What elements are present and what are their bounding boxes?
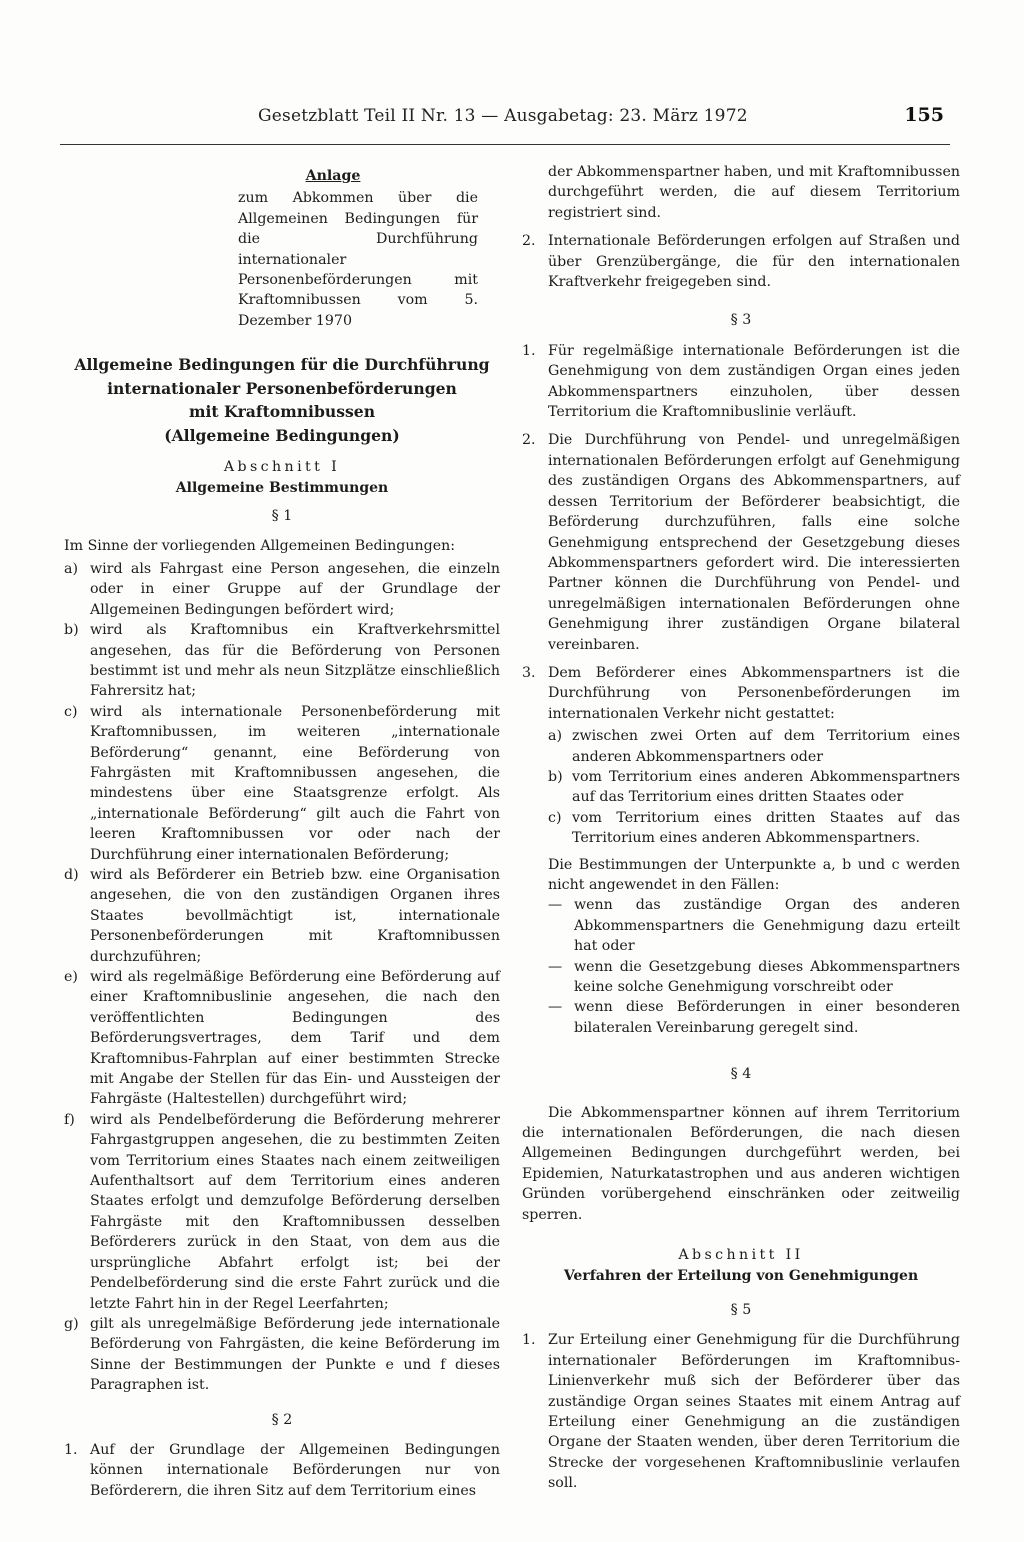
paragraph-1-intro: Im Sinne der vorliegenden Allgemeinen Bedingungen:	[64, 538, 456, 555]
paragraph-3-item-3-exceptions: Die Bestimmungen der Unterpunkte a, b und c werden nicht angewendet in den Fällen:	[548, 856, 960, 893]
list-item	[64, 620, 500, 702]
list-item-text: Dem Beförderer eines Abkommenspartners ist die Durchführung von Personenbeförderungen im internationalen Verkehr nicht gestattet:	[548, 664, 960, 722]
list-item-text: vom Territorium eines dritten Staates auf das Territorium eines anderen Abkommenspartners.	[572, 809, 960, 847]
list-item-text: wird als regelmäßige Beförderung eine Beförderung auf einer Kraftomnibuslinie angesehen, die nach den veröffentlichten Bedingungen des Beförderungsvertrages, dem Tarif und dem Kraftomnibus-Fahrplan auf einer bestimmten Strecke mit Angabe der Stellen für das Ein- und Aussteigen der Fahrgäste (Haltestellen) durchgeführt wird;	[90, 969, 500, 1108]
paragraph-5-item-1	[522, 1330, 960, 1493]
list-item-text: Zur Erteilung einer Genehmigung für die Durchführung internationaler Beförderungen im Kraftomnibus-Linienverkehr muß sich der Beförderer über das zuständige Organ seines Staates mit einem Antrag auf Erteilung einer Genehmigung an die zuständigen Organe der Staaten wenden, über deren Territorium die Strecke der vorgesehenen Kraftomnibuslinie verlaufen soll.	[548, 1332, 960, 1492]
list-item-text: zwischen zwei Orten auf dem Territorium eines anderen Abkommenspartners oder	[572, 728, 960, 765]
list-marker: —	[548, 958, 563, 975]
list-marker: 2.	[522, 432, 536, 449]
list-item-text: wenn das zuständige Organ des anderen Abkommenspartners die Genehmigung dazu erteilt hat oder	[574, 897, 960, 955]
list-item	[64, 967, 500, 1110]
list-item-text: wird als Pendelbeförderung die Beförderung mehrerer Fahrgastgruppen angesehen, die zu bestimmten Zeiten vom Territorium eines Staates nach einem zeitweiligen Aufenthaltsort auf dem Territorium eines anderen Staates erfolgt und demzufolge Beförderung derselben Fahrgäste mit den Kraftomnibussen desselben Beförderers zurück in den Staat, von dem aus die ursprüngliche Abfahrt erfolgt ist; bei der Pendelbeförderung sind die erste Fahrt zurück und die letzte Fahrt hin in der Regel Leerfahrten;	[90, 1111, 500, 1312]
list-item-text: Auf der Grundlage der Allgemeinen Bedingungen können internationale Beförderungen nur von Beförderern, die ihren Sitz auf dem Territorium eines	[90, 1441, 500, 1499]
section-1-title: Allgemeine Bestimmungen	[175, 479, 389, 496]
list-item-text: Die Durchführung von Pendel- und unregelmäßigen internationalen Beförderungen erfolgt auf Genehmigung des zuständigen Organs des Abkommenspartners, auf dessen Territorium der Beförderer beabsichtigt, die Beförderung durchzuführen, falls eine solche Genehmigung entsprechend der Gesetzgebung dieses Abkommenspartners gefordert wird. Die interessierten Partner können die Durchführung von Pendel- und unregelmäßigen internationalen Beförderungen ohne Genehmigung ihrer zuständigen Organe bilateral vereinbaren.	[548, 432, 960, 653]
page-number: 155	[904, 104, 944, 126]
paragraph-3-item-3	[522, 663, 960, 724]
list-item-text: wenn die Gesetzgebung dieses Abkommenspartners keine solche Genehmigung vorschreibt oder	[574, 958, 960, 996]
document-title-line: mit Kraftomnibussen	[188, 402, 376, 422]
document-title-line: Allgemeine Bedingungen für die Durchführung	[74, 355, 490, 375]
paragraph-4-text: Die Abkommenspartner können auf ihrem Territorium die internationalen Beförderungen, die nach diesen Allgemeinen Bedingungen durchgeführt werden, bei Epidemien, Naturkatastrophen und aus anderen wichtigen Gründen vorübergehend einschränken oder zeitweilig sperren.	[522, 1104, 960, 1223]
list-item	[548, 808, 960, 849]
list-item-text: gilt als unregelmäßige Beförderung jede internationale Beförderung von Fahrgästen, die keine Beförderung im Sinne der Bestimmungen der Punkte e und f dieses Paragraphen ist.	[90, 1315, 500, 1394]
page-header	[60, 100, 950, 145]
list-marker: e)	[64, 969, 78, 985]
paragraph-2-item-1-continued: der Abkommenspartner haben, und mit Kraftomnibussen durchgeführt werden, die auf diesem Territorium registriert sind.	[548, 164, 960, 221]
paragraph-2-item-1	[64, 1440, 500, 1501]
list-marker: a)	[64, 560, 78, 577]
list-item	[548, 767, 960, 808]
document-title	[64, 353, 500, 447]
list-item	[64, 1110, 500, 1314]
paragraph-1-list	[64, 559, 500, 1396]
list-item-text: wird als Fahrgast eine Person angesehen, die einzeln oder in einer Gruppe auf der Grundlage der Allgemeinen Bedingungen befördert wird;	[90, 560, 500, 618]
paragraph-2-item-2	[522, 231, 960, 292]
list-item	[64, 1314, 500, 1396]
list-marker: f)	[64, 1111, 75, 1128]
running-title: Gesetzblatt Teil II Nr. 13 — Ausgabetag: 23. März 1972	[258, 106, 748, 126]
list-item	[64, 865, 500, 967]
paragraph-5-sign: § 5	[730, 1301, 752, 1318]
document-title-line: (Allgemeine Bedingungen)	[164, 425, 400, 445]
list-item-text: wird als internationale Personenbeförderung mit Kraftomnibussen, im weiteren „internationale Beförderung“ genannt, eine Beförderung von Fahrgästen mit Kraftomnibussen angesehen, die mindestens über eine Staatsgrenze erfolgt. Als „internationale Beförderung“ gilt auch die Fahrt von leeren Kraftomnibussen vor oder nach der Durchführung einer internationalen Beförderung;	[90, 703, 500, 863]
section-1-label: Abschnitt I	[223, 459, 341, 476]
paragraph-3-item-1	[522, 341, 960, 423]
paragraph-3-sign: § 3	[730, 312, 752, 329]
list-marker: d)	[64, 866, 79, 883]
section-2-label: Abschnitt II	[678, 1247, 804, 1264]
annex-text: zum Abkommen über die Allgemeinen Bedingungen für die Durchführung internationaler Personenbeförderungen mit Kraftomnibussen vom 5. Dezember 1970	[238, 190, 478, 329]
list-item-text: wenn diese Beförderungen in einer besonderen bilateralen Vereinbarung geregelt sind.	[574, 999, 960, 1036]
list-item-text: wird als Kraftomnibus ein Kraftverkehrsmittel angesehen, das für die Beförderung von Personen bestimmt ist und mehr als neun Sitzplätze einschließlich Fahrersitz hat;	[90, 622, 500, 700]
list-item-text: Für regelmäßige internationale Beförderungen ist die Genehmigung von dem zuständigen Organ eines jeden Abkommenspartners einzuholen, über dessen Territorium die Kraftomnibuslinie verläuft.	[548, 342, 960, 421]
paragraph-4-sign: § 4	[730, 1066, 752, 1083]
list-marker: a)	[548, 728, 562, 745]
paragraph-3-item-2	[522, 430, 960, 654]
list-marker: c)	[548, 809, 562, 826]
paragraph-2-sign: § 2	[271, 1411, 293, 1428]
list-item-text: Internationale Beförderungen erfolgen auf Straßen und über Grenzübergänge, die für den internationalen Kraftverkehr freigegeben sind.	[548, 233, 960, 291]
list-item	[548, 726, 960, 767]
list-item	[548, 957, 960, 998]
list-item	[64, 702, 500, 865]
list-marker: —	[548, 999, 563, 1016]
list-item-text: vom Territorium eines anderen Abkommenspartners auf das Territorium eines dritten Staates oder	[572, 768, 960, 806]
left-column	[64, 166, 500, 1509]
list-item-text: wird als Beförderer ein Betrieb bzw. eine Organisation angesehen, die von den zuständigen Organen ihres Staates bevollmächtigt ist, internationale Personenbeförderungen mit Kraftomnibussen durchzuführen;	[90, 866, 500, 965]
list-marker: 1.	[522, 342, 536, 359]
list-marker: b)	[548, 768, 563, 785]
list-marker: 2.	[522, 233, 536, 250]
annex-title: Anlage	[305, 168, 361, 184]
list-marker: c)	[64, 703, 78, 720]
list-marker: b)	[64, 622, 79, 639]
section-2-title: Verfahren der Erteilung von Genehmigungen	[563, 1267, 919, 1284]
right-column	[522, 166, 960, 1502]
list-marker: 1.	[64, 1441, 78, 1458]
document-title-line: internationaler Personenbeförderungen	[107, 378, 457, 398]
list-marker: 1.	[522, 1332, 536, 1349]
paragraph-1-sign: § 1	[271, 508, 293, 525]
list-marker: g)	[64, 1315, 79, 1332]
list-marker: —	[548, 897, 563, 914]
list-item	[548, 895, 960, 956]
list-marker: 3.	[522, 664, 536, 681]
annex-block	[238, 166, 478, 331]
list-item	[548, 997, 960, 1038]
list-item	[64, 559, 500, 620]
